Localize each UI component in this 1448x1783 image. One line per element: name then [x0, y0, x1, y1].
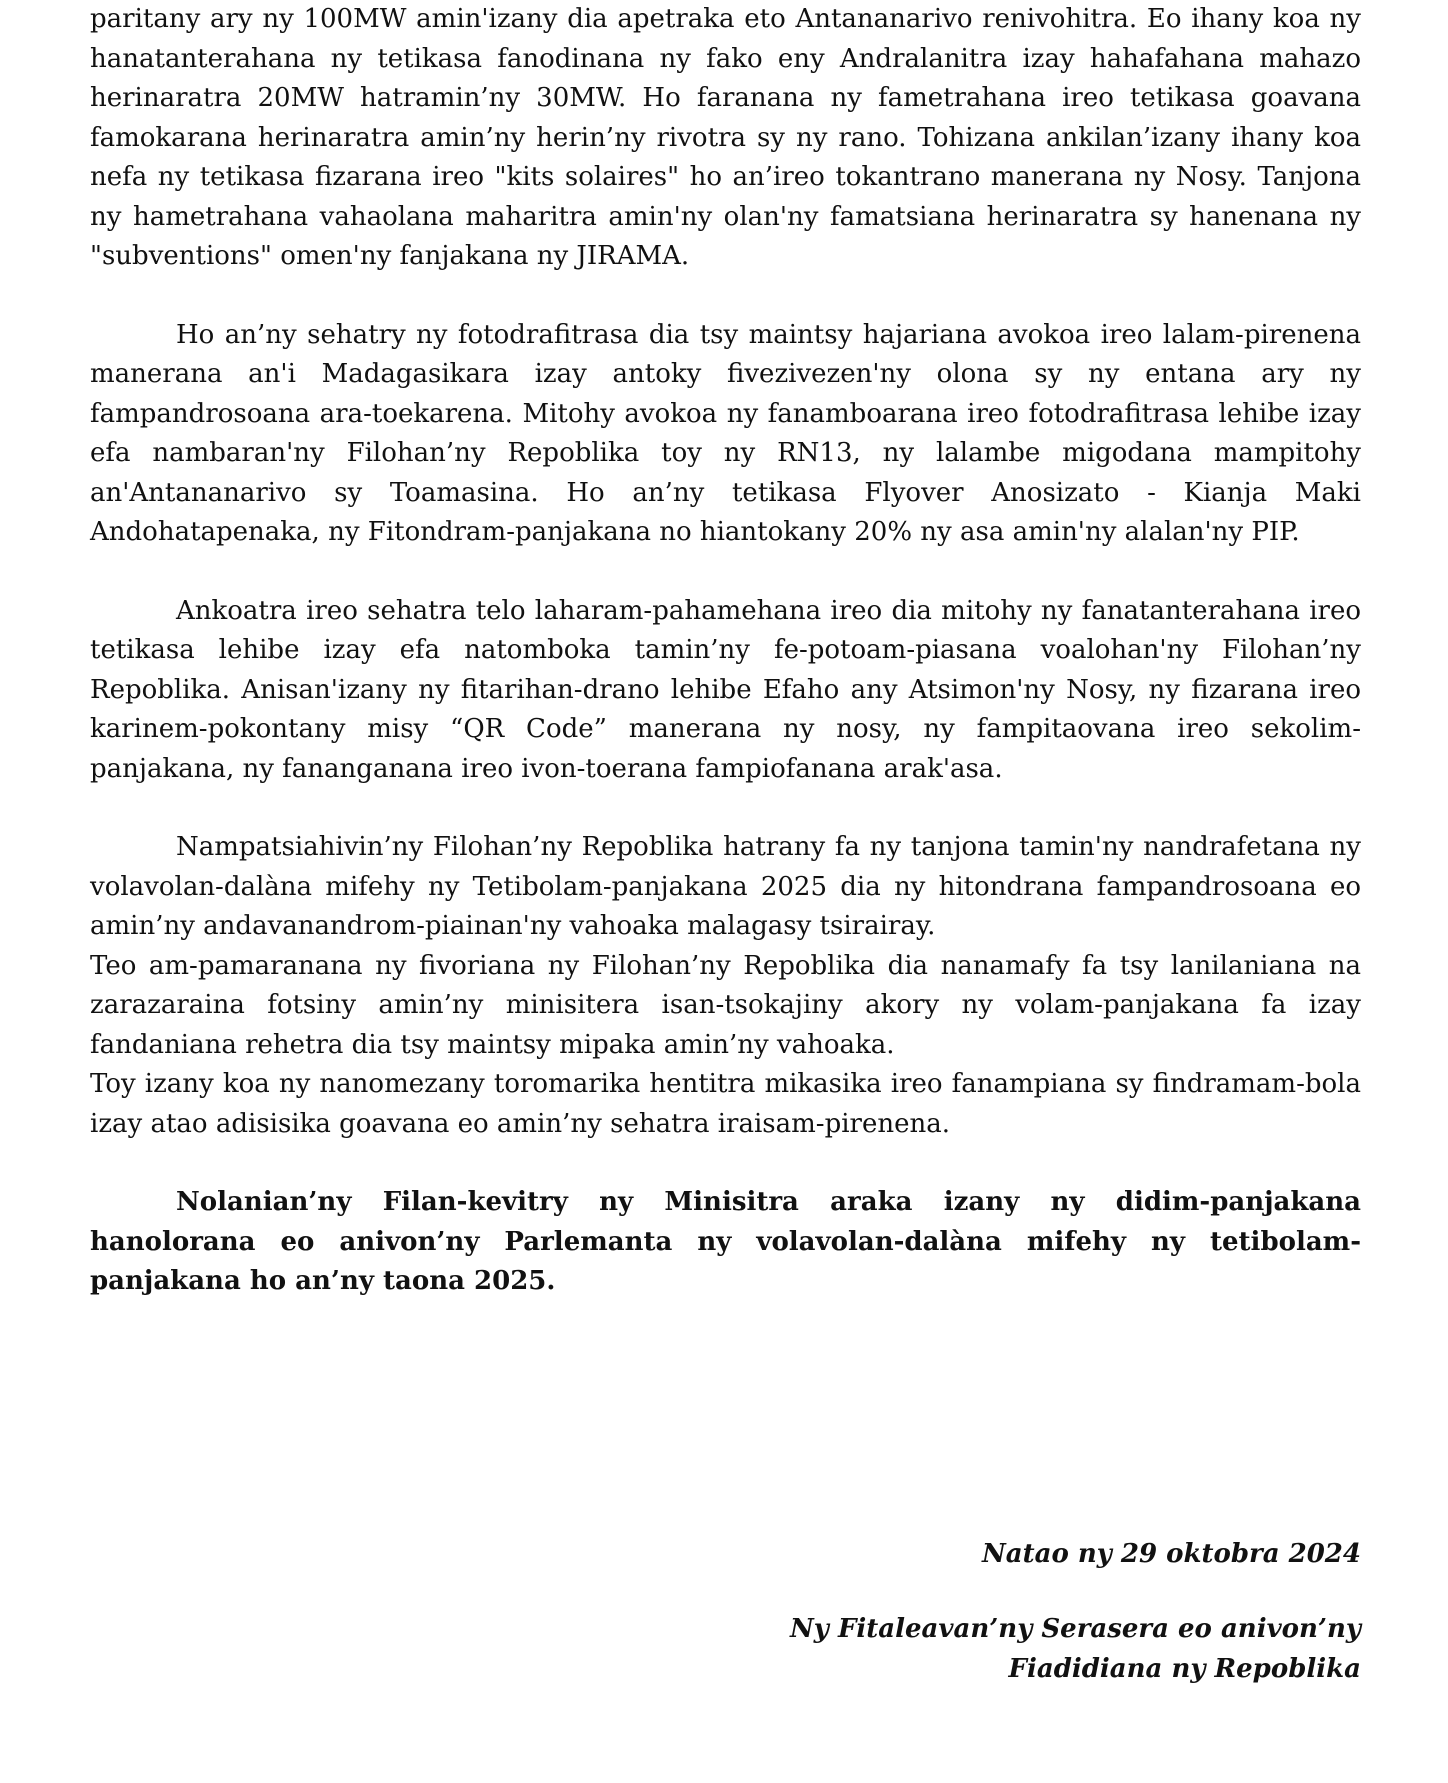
signature-block [790, 1610, 1361, 1689]
body-paragraph-energy: paritany ary ny 100MW amin'izany dia apetraka eto Antananarivo renivohitra. Eo ihany koa ny hanatanterahana ny tetikasa fanodinana ny fako eny Andralanitra izay hahafahana mahazo herinaratra 20MW hatramin’ny 30MW. Ho faranana ny fametrahana ireo tetikasa goavana famokarana herinaratra amin’ny herin’ny rivotra sy ny rano. Tohizana ankilan’izany ihany koa nefa ny tetikasa fizarana ireo "kits solaires" ho an’ireo tokantrano manerana ny Nosy. Tanjona ny hametrahana vahaolana maharitra amin'ny olan'ny famatsiana herinaratra sy hanenana ny "subventions" omen'ny fanjakana ny JIRAMA. [90, 4, 1361, 271]
body-paragraph-budget-goal: Nampatsiahivin’ny Filohan’ny Repoblika hatrany fa ny tanjona tamin'ny nandrafetana ny volavolan-dalàna mifehy ny Tetibolam-panjakana 2025 dia ny hitondrana fampandrosoana eo amin’ny andavanandrom-piainan'ny vahoaka malagasy tsirairay. [90, 832, 1361, 941]
body-paragraph-infrastructure: Ho an’ny sehatry ny fotodrafitrasa dia tsy maintsy hajariana avokoa ireo lalam-pirenena manerana an'i Madagasikara izay antoky fivezivezen'ny olona sy ny entana ary ny fampandrosoana ara-toekarena. Mitohy avokoa ny fanamboarana ireo fotodrafitrasa lehibe izay efa nambaran'ny Filohan’ny Repoblika toy ny RN13, ny lalambe migodana mampitohy an'Antananarivo sy Toamasina. Ho an’ny tetikasa Flyover Anosizato - Kianja Maki Andohatapenaka, ny Fitondram-panjakana no hiantokany 20% ny asa amin'ny alalan'ny PIP. [90, 319, 1361, 547]
document-date: Natao ny 29 oktobra 2024 [981, 1539, 1361, 1569]
body-paragraph-decree-adoption: Nolanian’ny Filan-kevitry ny Minisitra araka izany ny didim-panjakana hanolorana eo anivon’ny Parlemanta ny volavolan-dalàna mifehy ny tetibolam-panjakana ho an’ny taona 2025. [90, 1187, 1361, 1296]
body-paragraph-priority-projects: Ankoatra ireo sehatra telo laharam-pahamehana ireo dia mitohy ny fanatanterahana ireo tetikasa lehibe izay efa natomboka tamin’ny fe-potoam-piasana voalohan'ny Filohan’ny Repoblika. Anisan'izany ny fitarihan-drano lehibe Efaho any Atsimon'ny Nosy, ny fizarana ireo karinem-pokontany misy “QR Code” manerana ny nosy, ny fampitaovana ireo sekolim-panjakana, ny fananganana ireo ivon-toerana fampiofanana arak'asa. [90, 595, 1361, 784]
signature-line-2: Fiadidiana ny Repoblika [1008, 1653, 1361, 1684]
body-paragraph-meeting-closing: Teo am-pamaranana ny fivoriana ny Filohan’ny Repoblika dia nanamafy fa tsy lanilaniana na zarazaraina fotsiny amin’ny minisitera isan-tsokajiny akory ny volam-panjakana fa izay fandaniana rehetra dia tsy maintsy mipaka amin’ny vahoaka. [90, 950, 1361, 1060]
signature-line-1: Ny Fitaleavan’ny Serasera eo anivon’ny [790, 1614, 1361, 1644]
body-paragraph-financing-instructions: Toy izany koa ny nanomezany toromarika hentitra mikasika ireo fanampiana sy findramam-bola izay atao adisisika goavana eo amin’ny sehatra iraisam-pirenena. [90, 1069, 1361, 1139]
document-page [90, 0, 1361, 1684]
